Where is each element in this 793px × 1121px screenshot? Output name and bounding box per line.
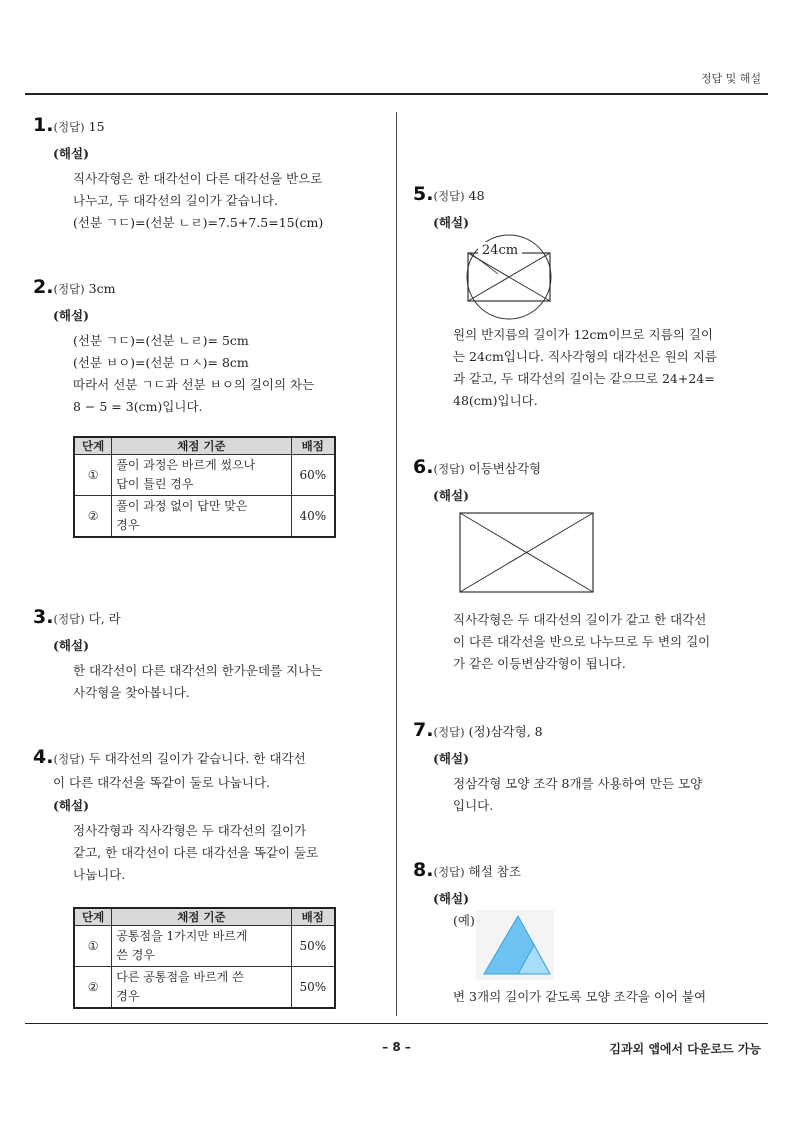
answer-line [33, 276, 361, 298]
problem-5 [413, 183, 753, 231]
problem-number: 4. [33, 746, 54, 768]
problem-number: 2. [33, 276, 54, 298]
criteria-cell [112, 455, 291, 496]
answer-line [33, 606, 361, 628]
grading-table-2 [73, 436, 336, 538]
answer-value: 15 [88, 119, 105, 134]
text-line: 나누고, 두 대각선의 길이가 같습니다. [73, 193, 278, 208]
criteria-line: 답이 틀린 경우 [116, 477, 194, 491]
score-header: 배점 [291, 908, 335, 926]
footer-note: 김과외 앱에서 다운로드 가능 [609, 1042, 761, 1056]
explanation-text [73, 168, 361, 234]
text-line: 변 3개의 길이가 같도록 모양 조각을 이어 붙여 [453, 989, 707, 1004]
explanation-text [453, 986, 753, 1008]
criteria-line: 경우 [116, 989, 140, 1003]
explanation-label: (해설) [433, 751, 469, 766]
answer-tag: (정답) [53, 612, 85, 626]
answer-tag: (정답) [53, 282, 85, 296]
page-number: – 8 – [382, 1040, 411, 1054]
answer-line [413, 183, 753, 205]
rectangle-diagonals-figure [459, 512, 595, 594]
table-row [74, 926, 335, 967]
explanation-text [73, 820, 361, 886]
explanation-label: (해설) [53, 308, 89, 323]
answer-value: 해설 참조 [468, 864, 521, 879]
problem-number: 8. [413, 859, 434, 881]
criteria-cell [112, 496, 291, 538]
text-line: 정삼각형 모양 조각 8개를 사용하여 만든 모양 [453, 776, 703, 791]
text-line: 정사각형과 직사각형은 두 대각선의 길이가 [73, 823, 307, 838]
answer-line [33, 746, 361, 768]
problem-number: 5. [413, 183, 434, 205]
header-rule [25, 93, 768, 95]
answer-tag: (정답) [433, 725, 465, 739]
text-line: (선분 ㄱㄷ)=(선분 ㄴㄹ)= 5cm [73, 333, 249, 348]
table-header-row [74, 908, 335, 926]
footer-rule [25, 1023, 768, 1024]
criteria-header: 채점 기준 [112, 437, 291, 455]
score-cell: 40% [291, 496, 335, 538]
answer-line [33, 114, 361, 136]
problem-5-text [413, 318, 753, 412]
answer-value: 3cm [88, 281, 116, 296]
answer-value: 48 [468, 188, 485, 203]
text-line: 직사각형은 한 대각선이 다른 대각선을 반으로 [73, 171, 323, 186]
explanation-text [73, 660, 361, 704]
table-row [74, 455, 335, 496]
problem-2 [33, 276, 361, 418]
step-cell: ② [74, 967, 112, 1009]
answer-line [413, 456, 753, 478]
text-line: 따라서 선분 ㄱㄷ과 선분 ㅂㅇ의 길이의 차는 [73, 377, 315, 392]
text-line: 한 대각선이 다른 대각선의 한가운데를 지나는 [73, 663, 323, 678]
text-line: 가 같은 이등변삼각형이 됩니다. [453, 656, 626, 671]
text-line: 8 − 5 = 3(cm)입니다. [73, 399, 203, 414]
text-line: (선분 ㅂㅇ)=(선분 ㅁㅅ)= 8cm [73, 355, 249, 370]
criteria-line: 공통점을 1가지만 바르게 [116, 929, 248, 943]
text-line: 입니다. [453, 798, 494, 813]
answer-tag: (정답) [53, 120, 85, 134]
explanation-label: (해설) [433, 891, 469, 906]
step-header: 단계 [74, 908, 112, 926]
step-cell: ① [74, 926, 112, 967]
problem-6-text [413, 603, 753, 675]
circle-rectangle-figure [458, 234, 562, 320]
explanation-label: (해설) [53, 146, 89, 161]
criteria-cell [112, 967, 291, 1009]
explanation-label: (해설) [433, 488, 469, 503]
criteria-line: 풀이 과정은 바르게 썼으나 [116, 458, 256, 472]
answer-tag: (정답) [433, 189, 465, 203]
answer-tag: (정답) [53, 752, 85, 766]
problem-number: 1. [33, 114, 54, 136]
criteria-line: 경우 [116, 518, 140, 532]
score-header: 배점 [291, 437, 335, 455]
explanation-text [453, 324, 753, 412]
example-label: (예) [453, 913, 475, 928]
step-header: 단계 [74, 437, 112, 455]
table-row [74, 967, 335, 1009]
problem-7 [413, 719, 753, 817]
grading-table-4 [73, 907, 336, 1009]
explanation-text [73, 330, 361, 418]
table-row [74, 496, 335, 538]
problem-number: 6. [413, 456, 434, 478]
text-line: 직사각형은 두 대각선의 길이가 같고 한 대각선 [453, 612, 707, 627]
table-header-row [74, 437, 335, 455]
problem-3 [33, 606, 361, 704]
criteria-line: 다른 공통점을 바르게 쓴 [116, 970, 244, 984]
text-line: 나눕니다. [73, 867, 126, 882]
problem-8 [413, 859, 753, 929]
answer-value: 이등변삼각형 [468, 461, 542, 476]
text-line: 48(cm)입니다. [453, 393, 538, 408]
problem-number: 3. [33, 606, 54, 628]
criteria-line: 쓴 경우 [116, 948, 155, 962]
criteria-cell [112, 926, 291, 967]
answer-value: 다, 라 [88, 611, 121, 626]
explanation-label: (해설) [53, 798, 89, 813]
problem-number: 7. [413, 719, 434, 741]
step-cell: ② [74, 496, 112, 538]
text-line: 원의 반지름의 길이가 12cm이므로 지름의 길이 [453, 327, 713, 342]
score-cell: 50% [291, 967, 335, 1009]
problem-6 [413, 456, 753, 504]
text-line: (선분 ㄱㄷ)=(선분 ㄴㄹ)=7.5+7.5=15(cm) [73, 215, 324, 230]
problem-1 [33, 114, 361, 234]
problem-8-text [413, 980, 753, 1008]
explanation-label: (해설) [53, 638, 89, 653]
score-cell: 60% [291, 455, 335, 496]
answer-line [413, 859, 753, 881]
text-line: 과 같고, 두 대각선의 길이는 같으므로 24+24= [453, 371, 715, 386]
length-label: 24cm [481, 243, 519, 258]
step-cell: ① [74, 455, 112, 496]
answer-tag: (정답) [433, 865, 465, 879]
answer-value: (정)삼각형, 8 [468, 724, 543, 739]
criteria-line: 풀이 과정 없이 답만 맞은 [116, 499, 248, 513]
explanation-text [453, 773, 753, 817]
explanation-label: (해설) [433, 215, 469, 230]
score-cell: 50% [291, 926, 335, 967]
explanation-text [453, 609, 753, 675]
answer-line [413, 719, 753, 741]
problem-4 [33, 746, 361, 886]
answer-tag: (정답) [433, 462, 465, 476]
text-line: 이 다른 대각선을 반으로 나누므로 두 변의 길이 [453, 634, 711, 649]
text-line: 는 24cm입니다. 직사각형의 대각선은 원의 지름 [453, 349, 717, 364]
text-line: 같고, 한 대각선이 다른 대각선을 똑같이 둘로 [73, 845, 319, 860]
header-title: 정답 및 해설 [700, 72, 761, 85]
answer-value: 두 대각선의 길이가 같습니다. 한 대각선 [88, 751, 306, 766]
triangle-tiles-figure [476, 910, 554, 980]
answer-continuation: 이 다른 대각선을 똑같이 둘로 나눕니다. [53, 775, 271, 790]
column-divider [396, 112, 397, 1016]
text-line: 사각형을 찾아봅니다. [73, 685, 190, 700]
criteria-header: 채점 기준 [112, 908, 291, 926]
